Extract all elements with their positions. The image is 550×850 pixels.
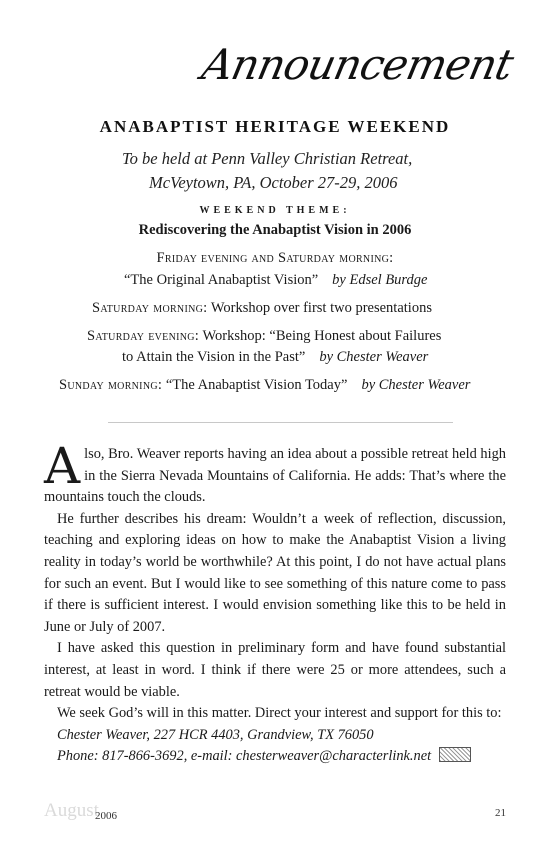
paragraph-2: He further describes his dream: Wouldn’t a week of reflection, discussion, teaching and exploring ideas on how to make the Anabaptist Vision a living reality in today’s world be worthwhile? At this point, I do not have actual plans for such an event. But I would like to see something of this nature come to pass if there is sufficient interest. I would envision something like this to be held in June or July of 2007. (44, 510, 506, 635)
paragraph-3: I have asked this question in preliminary form and have found substantial interest, at least in word. I think if there were 25 or more attendees, such a retreat would be viable. (44, 640, 506, 700)
schedule-speaker: by Chester Weaver (361, 377, 471, 393)
paragraph-1 (44, 437, 506, 509)
drop-cap: A (44, 437, 81, 495)
schedule-item-friday (0, 250, 550, 267)
page-heading: Announcement (197, 40, 518, 89)
schedule-item-saturday-evening (87, 328, 441, 345)
event-location-line1: To be held at Penn Valley Christian Retreat, (122, 149, 413, 168)
schedule-title: Workshop over first two presentations (210, 300, 432, 316)
article-body (44, 437, 506, 768)
schedule-item-friday-title (124, 272, 427, 289)
schedule-speaker: by Edsel Burdge (332, 272, 428, 288)
footer-year: 2006 (95, 810, 117, 822)
schedule-title: “The Original Anabaptist Vision” (124, 272, 319, 288)
footer-month: August (44, 800, 99, 821)
schedule-speaker: by Chester Weaver (319, 349, 429, 365)
event-location-line2: McVeytown, PA, October 27-29, 2006 (149, 173, 398, 192)
schedule-time: Friday evening and Saturday morning: (156, 250, 394, 266)
schedule-item-sunday (59, 377, 470, 394)
contact-details: Phone: 817-866-3692, e-mail: chesterweaver@characterlink.net (57, 748, 432, 765)
schedule-item-saturday-evening-line2 (122, 349, 428, 366)
contact-line (57, 746, 506, 768)
schedule-item-saturday-morning (92, 300, 432, 317)
theme-label: WEEKEND THEME: (199, 205, 351, 216)
schedule-time: Sunday morning: (59, 377, 163, 393)
event-title: ANABAPTIST HERITAGE WEEKEND (99, 117, 451, 136)
contact-address: Chester Weaver, 227 HCR 4403, Grandview, TX 76050 (57, 726, 374, 743)
schedule-title: to Attain the Vision in the Past” (122, 349, 306, 365)
schedule-title: Workshop: “Being Honest about Failures (202, 328, 442, 344)
paragraph-4: We seek God’s will in this matter. Direct your interest and support for this to: (57, 705, 502, 722)
schedule-time: Saturday evening: (87, 328, 200, 344)
schedule-time: Saturday morning: (92, 300, 208, 316)
end-mark-icon (439, 747, 471, 762)
schedule-title: “The Anabaptist Vision Today” (165, 377, 348, 393)
page-number: 21 (495, 807, 506, 819)
paragraph-1-text: lso, Bro. Weaver reports having an idea about a possible retreat held high in the Sierra Nevada Mountains of California. He adds: That’s where the mountains touch the clouds. (44, 446, 506, 506)
theme-text: Rediscovering the Anabaptist Vision in 2006 (138, 222, 412, 238)
section-divider (108, 422, 453, 423)
